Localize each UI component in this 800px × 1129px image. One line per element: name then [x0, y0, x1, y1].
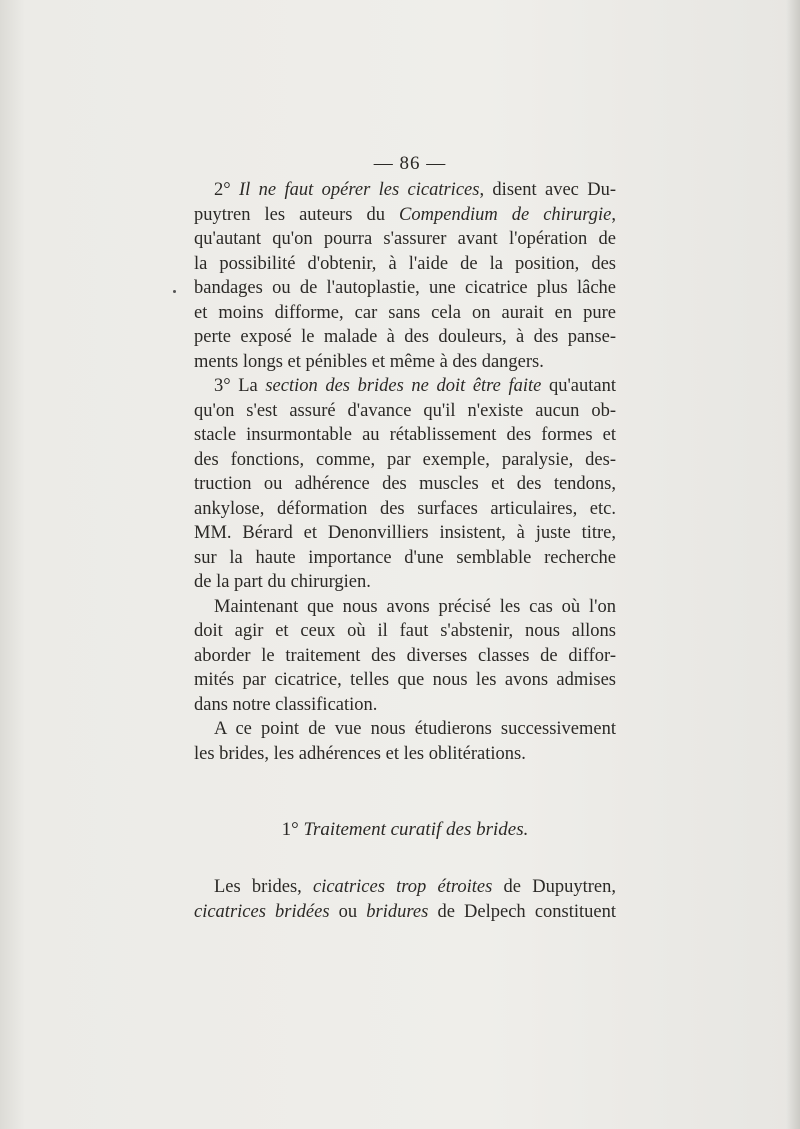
ink-speck — [173, 290, 176, 293]
text-line: sur la haute importance d'une semblable recherche — [194, 547, 616, 568]
text-line: doit agir et ceux où il faut s'abstenir, nous allons — [194, 621, 616, 641]
section-number: 1° — [281, 819, 299, 840]
text-line: aborder le traitement des diverses classes de diffor- — [194, 645, 616, 666]
text-line: les brides, les adhérences et les oblitérations. — [194, 743, 526, 764]
text-line: mités par cicatrice, telles que nous les avons admises — [194, 670, 616, 690]
section-title: Traitement curatif des brides. — [303, 819, 529, 840]
text-line: cicatrices bridées ou bridures de Delpech constituent — [194, 901, 616, 922]
text-line: truction ou adhérence des muscles et des tendons, — [194, 474, 616, 494]
text-line: ments longs et pénibles et même à des dangers. — [194, 351, 544, 372]
text-line: et moins difforme, car sans cela on aurait en pure — [194, 302, 616, 323]
text-line: bandages ou de l'autoplastie, une cicatrice plus lâche — [194, 278, 616, 298]
page-text-block — [194, 150, 616, 766]
section-text-block — [194, 875, 616, 924]
text-line: ankylose, déformation des surfaces articulaires, etc. — [194, 498, 616, 519]
text-line: Maintenant que nous avons précisé les cas où l'on — [214, 596, 616, 617]
text-line: qu'autant qu'on pourra s'assurer avant l'opération de — [194, 229, 616, 249]
text-line: 3° La section des brides ne doit être faite qu'autant — [214, 376, 616, 396]
text-line: 2° Il ne faut opérer les cicatrices, disent avec Du- — [214, 180, 616, 200]
text-line: de la part du chirurgien. — [194, 572, 371, 592]
section-heading — [194, 816, 616, 844]
text-line: perte exposé le malade à des douleurs, à des panse- — [194, 327, 616, 347]
text-line: Les brides, cicatrices trop étroites de Dupuytren, — [214, 877, 616, 897]
page-number: — 86 — — [373, 153, 447, 174]
text-line: A ce point de vue nous étudierons successivement — [214, 719, 616, 739]
text-line: MM. Bérard et Denonvilliers insistent, à juste titre, — [194, 523, 616, 543]
text-line: stacle insurmontable au rétablissement des formes et — [194, 425, 616, 445]
text-line: la possibilité d'obtenir, à l'aide de la position, des — [194, 253, 616, 274]
page-edge-shadow — [786, 0, 800, 1129]
text-line: des fonctions, comme, par exemple, paralysie, des- — [194, 449, 616, 470]
text-line: qu'on s'est assuré d'avance qu'il n'existe aucun ob- — [194, 400, 616, 421]
text-line: puytren les auteurs du Compendium de chirurgie, — [194, 204, 616, 225]
text-line: dans notre classification. — [194, 694, 378, 715]
